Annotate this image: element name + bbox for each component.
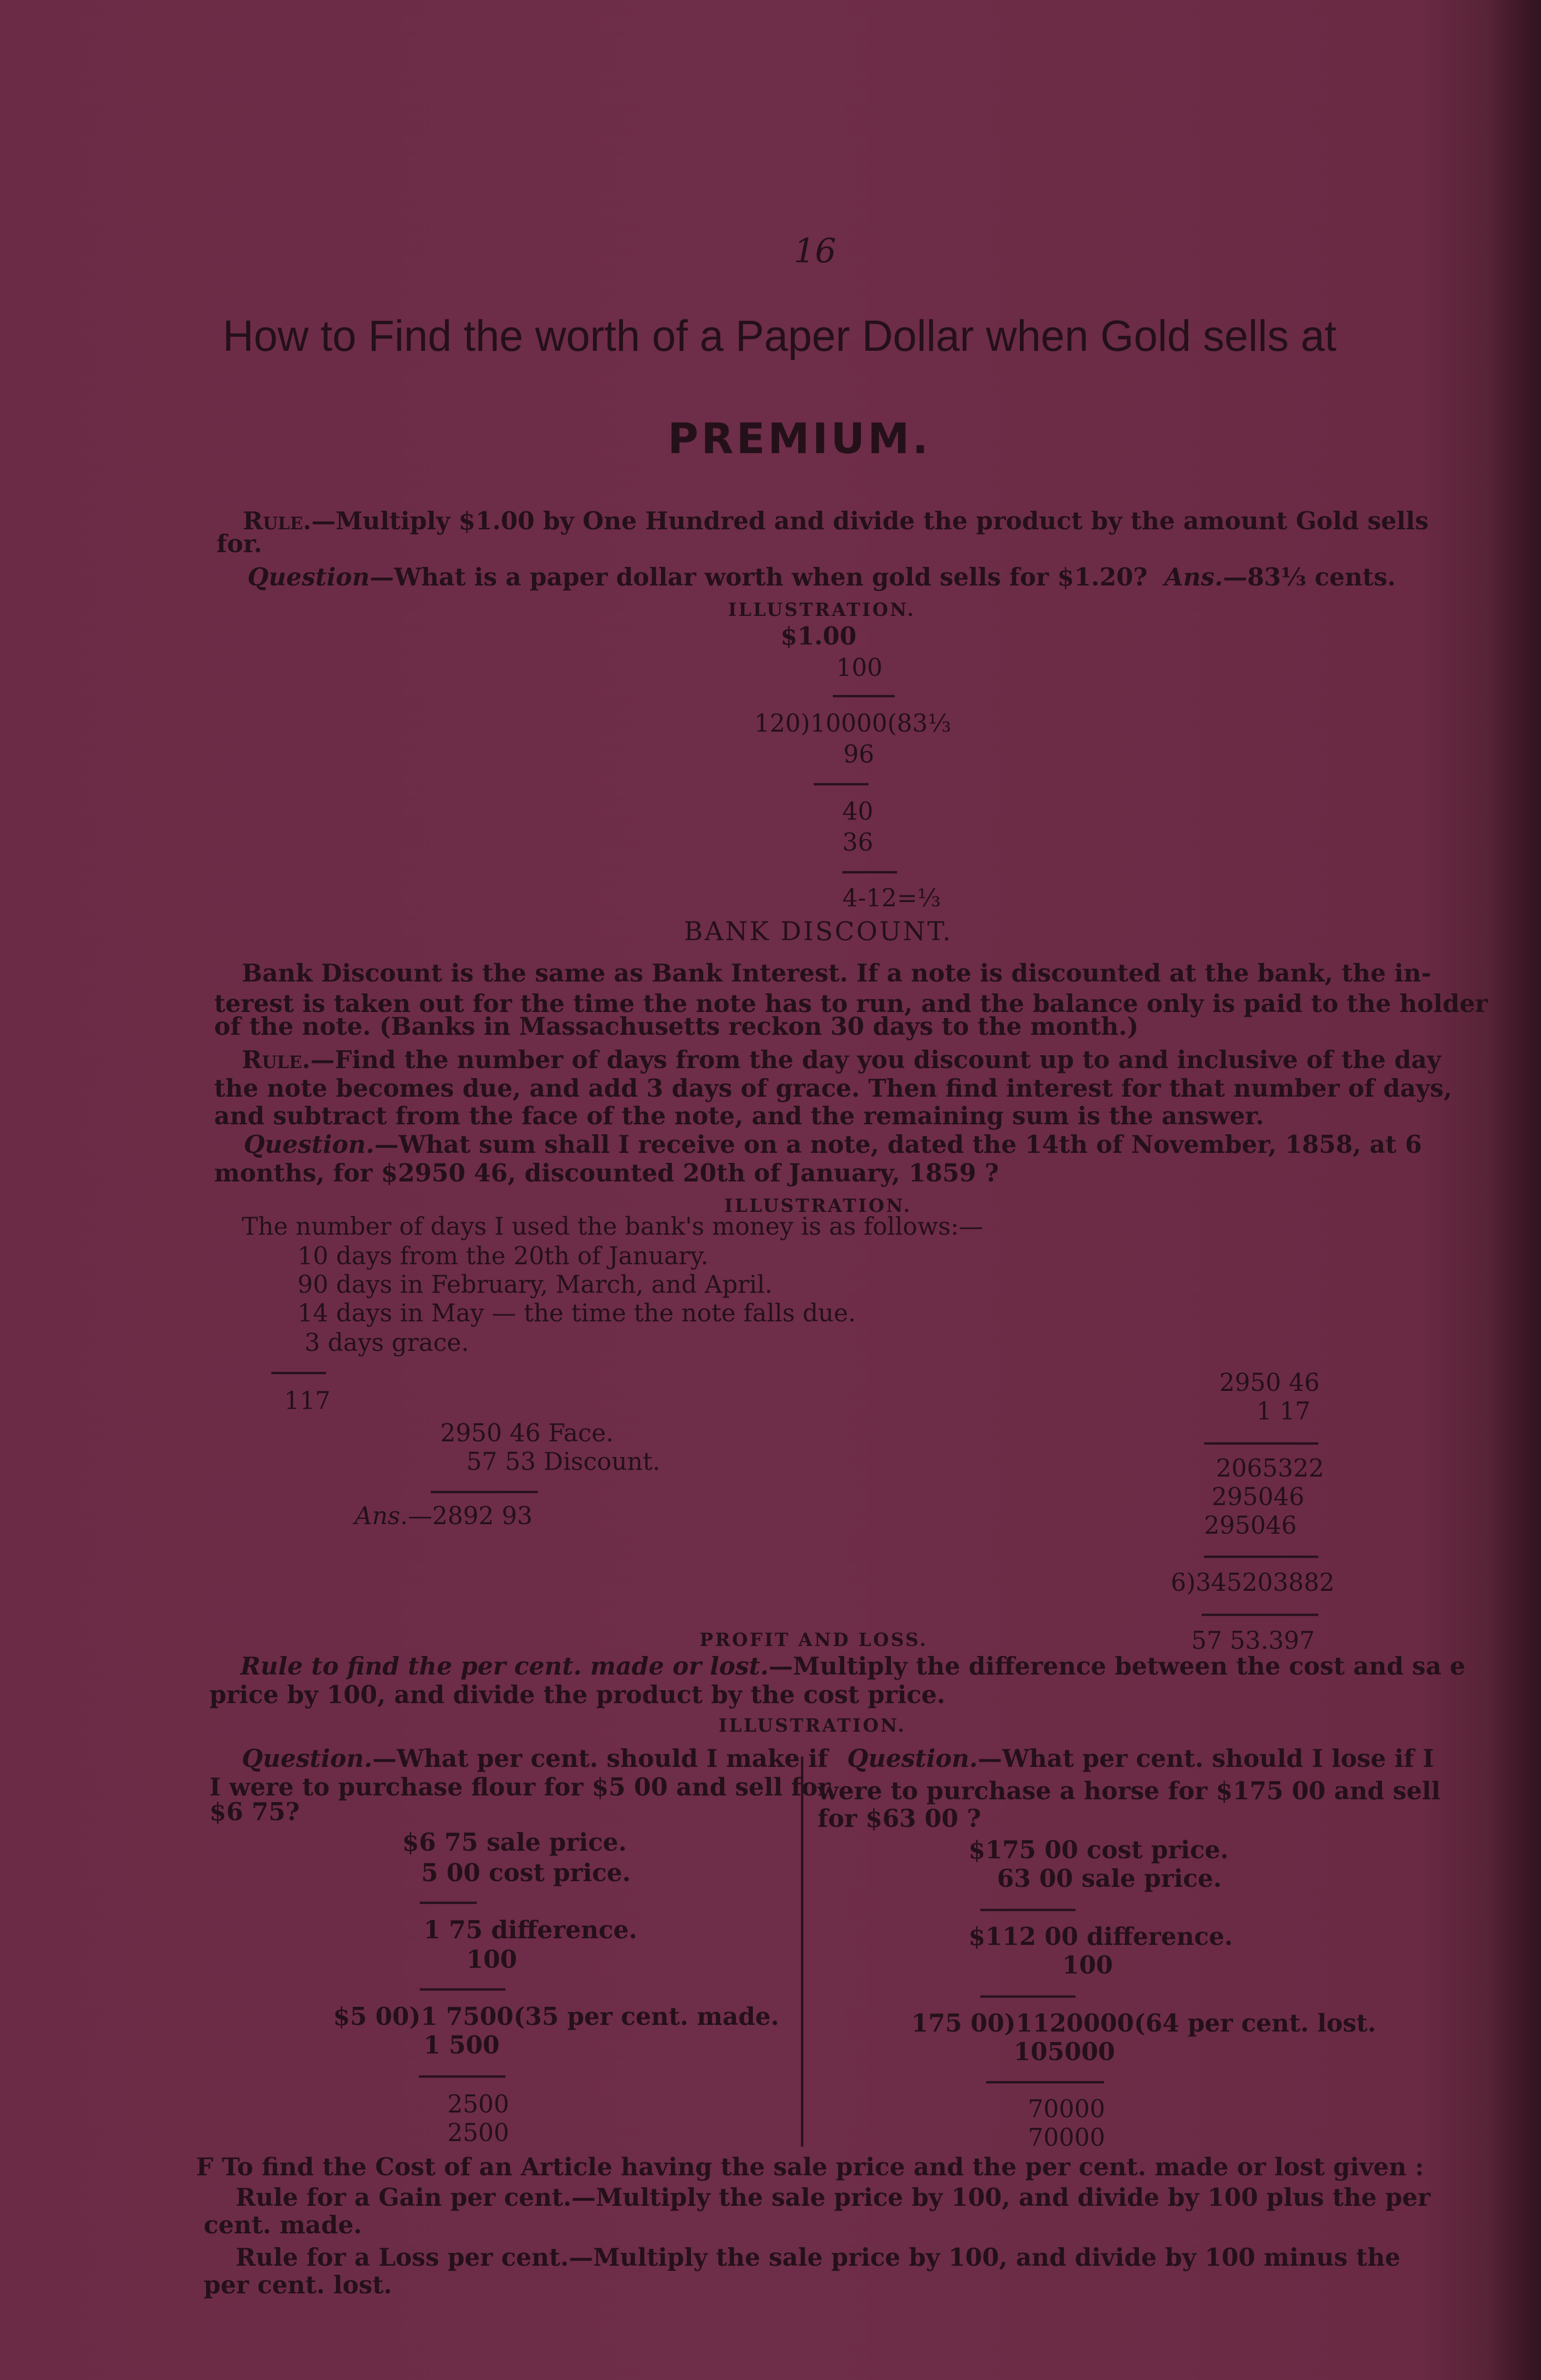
question-label: Question <box>247 563 370 592</box>
left-calc-line: 2500 <box>447 2091 509 2119</box>
question-text: —What is a paper dollar worth when gold sells for $1.20? <box>369 563 1148 592</box>
right-calc-rule <box>986 2081 1104 2083</box>
calc-line: 40 <box>842 798 873 826</box>
premium-heading: PREMIUM. <box>668 414 931 463</box>
days-rule <box>271 1372 326 1374</box>
days-intro: The number of days I used the bank's money is as follows:— <box>242 1213 983 1241</box>
left-calc-line: 100 <box>466 1945 517 1974</box>
answer-text: —83⅓ cents. <box>1223 563 1396 592</box>
answer-label: Ans. <box>355 1502 408 1530</box>
mult-line: 6)345203882 <box>1171 1569 1335 1597</box>
rule-label: Rule. <box>242 1046 311 1074</box>
gain-rule-cont: cent. made. <box>204 2211 362 2240</box>
question-label: Question. <box>244 1130 375 1159</box>
left-question-line: $6 75? <box>209 1798 300 1826</box>
mult-rule <box>1202 1614 1318 1616</box>
days-line: 3 days grace. <box>305 1329 469 1357</box>
mult-line: 295046 <box>1204 1512 1297 1540</box>
mult-line: 2950 46 <box>1219 1369 1320 1397</box>
calc-rule <box>833 695 895 697</box>
column-divider <box>801 1756 803 2147</box>
question-label: Question. <box>847 1745 978 1773</box>
right-calc-line: $175 00 cost price. <box>968 1836 1229 1864</box>
days-line: 14 days in May — the time the note falls due. <box>297 1299 856 1328</box>
right-calc-rule <box>980 1909 1076 1911</box>
bank-para-line: Bank Discount is the same as Bank Interest. If a note is discounted at the bank, the in- <box>242 959 1432 988</box>
right-calc-line: 105000 <box>1014 2038 1115 2066</box>
gain-rule: Rule for a Gain per cent.—Multiply the sale price by 100, and divide by 100 plus the per <box>236 2183 1431 2212</box>
days-line: 90 days in February, March, and April. <box>297 1271 773 1299</box>
mult-line: 2065322 <box>1216 1455 1324 1483</box>
calc-line: 4-12=⅓ <box>842 884 941 912</box>
left-calc-line: 5 00 cost price. <box>421 1859 631 1887</box>
right-calc-rule <box>980 1995 1076 1998</box>
premium-question <box>247 565 1396 590</box>
left-calc-line: $6 75 sale price. <box>402 1828 627 1857</box>
right-calc-line: 63 00 sale price. <box>997 1864 1222 1893</box>
bank-para-line: of the note. (Banks in Massachusetts reckon 30 days to the month.) <box>214 1012 1139 1041</box>
profit-rule-line: price by 100, and divide the product by the cost price. <box>209 1681 946 1709</box>
rule-text: —Find the number of days from the day you discount up to and inclusive of the day <box>310 1046 1441 1074</box>
bank-rule-line: the note becomes due, and add 3 days of grace. Then find interest for that number of days, <box>214 1074 1452 1103</box>
mult-line: 295046 <box>1212 1483 1304 1511</box>
mult-rule <box>1204 1556 1318 1558</box>
right-calc-line: 100 <box>1062 1951 1113 1980</box>
mult-line: 1 17 <box>1256 1398 1311 1426</box>
profit-illustration-heading: ILLUSTRATION. <box>719 1715 906 1736</box>
rule-label: Rule. <box>243 507 312 536</box>
bank-rule <box>242 1048 1441 1072</box>
profit-rule <box>240 1652 1465 1681</box>
right-calc-line: 70000 <box>1028 2095 1106 2123</box>
left-calc-line: 2500 <box>447 2119 509 2147</box>
right-calc-line: 175 00)1120000(64 per cent. lost. <box>911 2009 1376 2038</box>
left-calc-line: 1 500 <box>424 2031 500 2060</box>
calc-rule <box>814 783 869 785</box>
days-line: 10 days from the 20th of January. <box>297 1242 709 1270</box>
rule-text: —Multiply the difference between the cost and sa e <box>769 1652 1465 1681</box>
right-calc-line: 70000 <box>1028 2124 1106 2152</box>
page-number: 16 <box>794 231 837 270</box>
premium-rule-cont: for. <box>217 530 262 558</box>
rule-label: Rule to find the per cent. made or lost. <box>240 1652 769 1681</box>
discount-line: 57 53 Discount. <box>466 1448 661 1476</box>
right-question-line: for $63 00 ? <box>818 1805 981 1833</box>
right-question <box>847 1747 1434 1771</box>
profit-heading: PROFIT AND LOSS. <box>700 1629 928 1650</box>
days-total: 117 <box>284 1387 331 1415</box>
left-calc-rule <box>419 2075 505 2078</box>
premium-rule <box>243 509 1429 534</box>
bank-heading: BANK DISCOUNT. <box>684 916 953 946</box>
left-calc-rule <box>420 1988 505 1991</box>
premium-illustration-heading: ILLUSTRATION. <box>728 599 916 620</box>
bank-illustration-heading: ILLUSTRATION. <box>724 1195 912 1216</box>
face-line: 2950 46 Face. <box>440 1419 614 1448</box>
answer-label: Ans. <box>1164 563 1223 592</box>
rule-text: —Multiply $1.00 by One Hundred and divide the product by the amount Gold sells <box>311 507 1429 536</box>
bank-para-line: terest is taken out for the time the note has to run, and the balance only is paid to the holder <box>214 990 1488 1018</box>
question-label: Question. <box>242 1745 373 1773</box>
bank-question <box>244 1130 1422 1159</box>
answer-value: —2892 93 <box>408 1502 533 1530</box>
page-title: How to Find the worth of a Paper Dollar when Gold sells at <box>223 312 1337 360</box>
question-text: —What per cent. should I make if <box>372 1745 828 1773</box>
right-calc-line: $112 00 difference. <box>968 1923 1233 1951</box>
calc-line: $1.00 <box>780 622 857 651</box>
mult-rule <box>1204 1442 1318 1445</box>
page-edge-shadow <box>1489 0 1541 2380</box>
left-question <box>242 1747 828 1771</box>
loss-rule: Rule for a Loss per cent.—Multiply the sale price by 100, and divide by 100 minus the <box>236 2243 1401 2272</box>
mult-line: 57 53.397 <box>1191 1627 1315 1655</box>
left-calc-rule <box>420 1902 477 1904</box>
left-question-line: I were to purchase flour for $5 00 and sell for <box>209 1773 830 1802</box>
bank-rule-line: and subtract from the face of the note, and the remaining sum is the answer. <box>214 1102 1264 1130</box>
answer-rule <box>431 1491 538 1493</box>
right-question-line: were to purchase a horse for $175 00 and sell <box>818 1777 1441 1805</box>
calc-line: 120)10000(83⅓ <box>754 710 951 738</box>
calc-rule <box>842 871 897 873</box>
bank-question-line: months, for $2950 46, discounted 20th of January, 1859 ? <box>214 1159 999 1188</box>
left-calc-line: 1 75 difference. <box>424 1916 637 1944</box>
loss-rule-cont: per cent. lost. <box>204 2271 392 2300</box>
question-text: —What sum shall I receive on a note, dated the 14th of November, 1858, at 6 <box>374 1130 1422 1159</box>
calc-line: 100 <box>836 654 883 682</box>
question-text: —What per cent. should I lose if I <box>978 1745 1434 1773</box>
left-calc-line: $5 00)1 7500(35 per cent. made. <box>333 2003 780 2031</box>
calc-line: 36 <box>842 829 873 857</box>
bank-answer <box>355 1504 533 1528</box>
calc-line: 96 <box>843 741 874 769</box>
cost-heading: F To find the Cost of an Article having the sale price and the per cent. made or lost given : <box>196 2153 1424 2182</box>
